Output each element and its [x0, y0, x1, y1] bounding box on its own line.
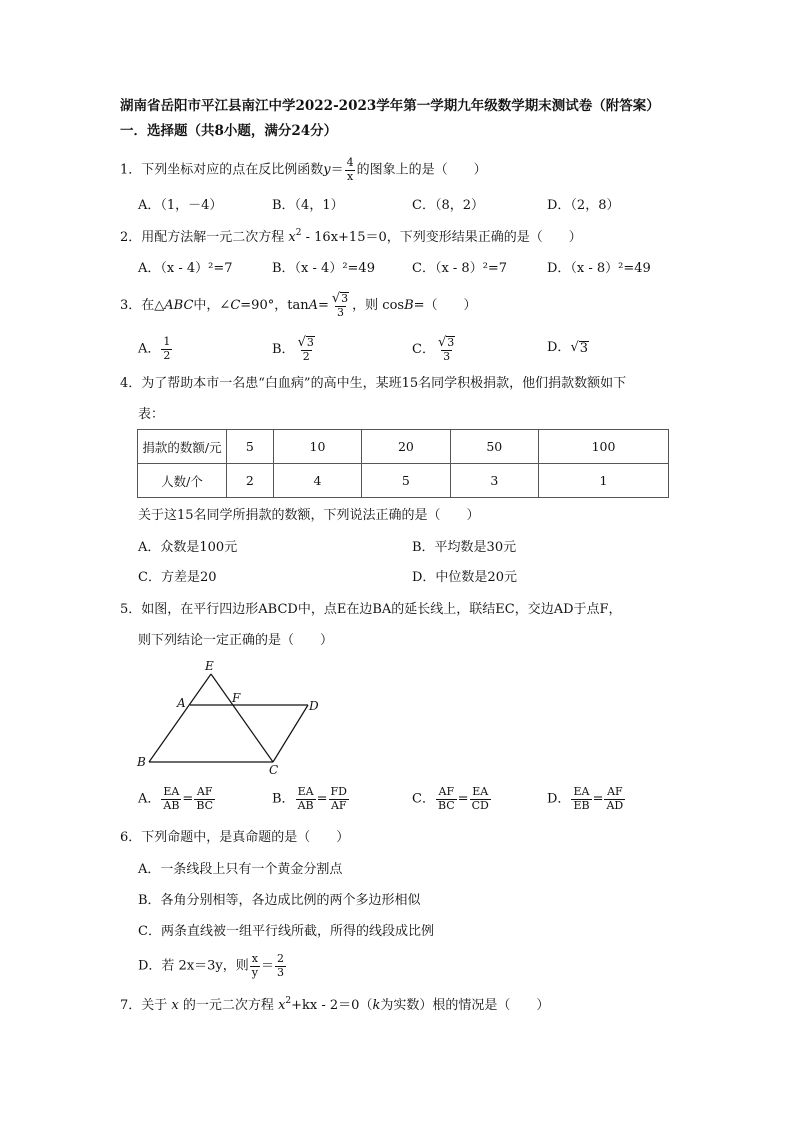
table-cell: 人数/个: [138, 464, 227, 498]
q3-b-rad: 3: [306, 336, 314, 349]
q3-mid1: 中，∠: [193, 298, 231, 314]
q1-option-a: A．（1，－4）: [138, 198, 223, 213]
q2-eq-var: x: [288, 230, 296, 245]
q3-mid3: ，则 cos: [352, 298, 405, 314]
table-cell: 捐款的数额/元: [138, 430, 227, 464]
line-EB: [149, 674, 211, 762]
q3-c-den: 3: [443, 349, 451, 363]
label-B: B: [137, 755, 146, 769]
q5-d-label: D．: [547, 791, 571, 807]
q5-d-eq: =: [592, 791, 604, 807]
question-7: [120, 996, 550, 1013]
q3-option-a: [138, 336, 173, 362]
q2-option-d: D．（x - 8）²=49: [547, 261, 651, 276]
q5-a-d2: BC: [196, 798, 214, 812]
q2-option-a: A．（x - 4）²=7: [138, 261, 233, 276]
q3-a: A: [308, 298, 318, 314]
q5-a-n1: EA: [163, 785, 180, 798]
q6-option-b: B．各角分别相等，各边成比例的两个多边形相似: [138, 893, 421, 908]
q3-a-label: A．: [138, 341, 161, 357]
question-5-line2: 则下列结论一定正确的是（ ）: [138, 633, 334, 648]
q6-d-pre: D．若 2x＝3y，则: [138, 958, 249, 974]
q7-eq-sup: 2: [285, 996, 292, 1006]
table-cell: 10: [273, 430, 361, 464]
table-cell: 1: [538, 464, 668, 498]
q6-option-c: C．两条直线被一组平行线所截，所得的线段成比例: [138, 924, 434, 939]
parallelogram-figure: [133, 656, 333, 778]
q4-option-a: A．众数是100元: [138, 540, 238, 555]
q5-a-eq: =: [182, 791, 194, 807]
q3-frac-rad: 3: [341, 292, 349, 305]
q3-fraction: √ 3 3: [331, 291, 349, 319]
q5-b-label: B．: [272, 791, 295, 807]
q3-d-rad: 3: [579, 341, 589, 356]
q3-abc: ABC: [164, 298, 194, 314]
table-cell: 4: [273, 464, 361, 498]
q7-post: 为实数）根的情况是（ ）: [380, 998, 550, 1013]
q3-a-den: 2: [163, 348, 171, 362]
q4-option-c: C．方差是20: [138, 570, 217, 585]
q3-frac-den: 3: [337, 305, 345, 319]
table-row: [138, 430, 669, 464]
q4-question: 关于这15名同学所捐款的数额，下列说法正确的是（ ）: [138, 508, 480, 523]
q7-x: x: [171, 998, 179, 1013]
q1-stem-post: 的图象上的是（ ）: [356, 162, 487, 178]
q2-option-c: C．（x - 8）²=7: [412, 261, 508, 276]
q1-frac-den: x: [347, 169, 354, 183]
q5-b-d2: AF: [330, 798, 347, 812]
q1-stem-pre: 1．下列坐标对应的点在反比例函数: [120, 162, 324, 178]
q3-eq: =: [317, 298, 329, 314]
line-DC: [273, 705, 308, 762]
q7-mid: 的一元二次方程: [182, 998, 274, 1013]
question-3: [120, 292, 477, 319]
q2-option-b: B．（x - 4）²=49: [272, 261, 375, 276]
question-4-line2: 表：: [138, 407, 165, 422]
table-cell: 5: [227, 430, 274, 464]
section-heading: 一．选择题（共8小题，满分24分）: [120, 123, 338, 139]
table-cell: 20: [362, 430, 450, 464]
label-A: A: [177, 696, 186, 710]
table-cell: 5: [362, 464, 450, 498]
question-5-line1: 5．如图，在平行四边形ABCD中，点E在边BA的延长线上，联结EC，交边AD于点F，: [120, 602, 622, 617]
q3-pre: 3．在△: [120, 298, 165, 314]
q5-b-n1: EA: [297, 785, 314, 798]
q5-d-d1: EB: [573, 798, 590, 812]
q5-d-n2: AF: [607, 785, 623, 798]
line-EC: [211, 674, 273, 762]
question-6: 6．下列命题中，是真命题的是（ ）: [120, 830, 350, 845]
q6-d-eq: ＝: [261, 958, 275, 974]
q5-c-d2: CD: [471, 798, 489, 812]
q6-option-d: [138, 953, 287, 979]
q5-c-eq: =: [457, 791, 469, 807]
q5-c-n2: EA: [472, 785, 489, 798]
q3-b-label: B．: [272, 342, 295, 358]
q4-option-d: D．中位数是20元: [412, 570, 517, 585]
q5-option-c: [412, 786, 492, 812]
q7-eq-rest: +kx - 2＝0（: [291, 998, 373, 1013]
q3-post: =（ ）: [413, 298, 477, 314]
q1-eq: ＝: [330, 162, 344, 178]
q3-option-d: D． √ 3: [547, 340, 589, 356]
label-D: D: [309, 699, 319, 713]
q5-d-d2: AD: [606, 798, 624, 812]
q2-stem-pre: 2．用配方法解一元二次方程: [120, 230, 285, 245]
q5-option-a: [138, 786, 216, 812]
q5-a-label: A．: [138, 791, 161, 807]
question-2: [120, 228, 582, 245]
q5-option-b: [272, 786, 350, 812]
q4-option-b: B．平均数是30元: [412, 540, 517, 555]
table-cell: 50: [450, 430, 538, 464]
question-1: [120, 157, 487, 183]
q3-c: C: [230, 298, 241, 314]
q5-b-d1: AB: [297, 798, 314, 812]
q6-d-den: y: [251, 965, 258, 979]
label-C: C: [269, 763, 279, 777]
q5-option-d: [547, 786, 626, 812]
q1-option-c: C．（8，2）: [412, 198, 484, 213]
q3-mid2: =90°，tan: [240, 298, 309, 314]
q5-d-n1: EA: [573, 785, 590, 798]
q3-option-b: B． √ 3 2: [272, 335, 314, 363]
q1-option-b: B．（4，1）: [272, 198, 344, 213]
q6-d-num2: 2: [277, 952, 285, 965]
q3-a-num: 1: [163, 335, 171, 348]
q5-a-d1: AB: [163, 798, 180, 812]
label-E: E: [205, 659, 214, 673]
q3-c-rad: 3: [447, 336, 455, 349]
q7-eq-var: x: [278, 998, 286, 1013]
q1-option-d: D．（2，8）: [547, 198, 620, 213]
q7-k: k: [372, 998, 381, 1013]
q3-b: B: [404, 298, 414, 314]
q6-d-den2: 3: [277, 965, 285, 979]
donation-table: [137, 429, 669, 498]
table-cell: 2: [227, 464, 274, 498]
q5-c-n1: AF: [438, 785, 455, 798]
q2-stem-rest: - 16x+15＝0，下列变形结果正确的是（ ）: [301, 230, 582, 245]
q5-c-label: C．: [412, 791, 435, 807]
table-cell: 3: [450, 464, 538, 498]
q1-fraction: [345, 157, 356, 183]
q5-b-eq: =: [316, 791, 328, 807]
q6-d-num: x: [251, 952, 258, 965]
q7-pre: 7．关于: [120, 998, 168, 1013]
table-cell: 100: [538, 430, 668, 464]
q2-eq-sup: 2: [295, 228, 302, 238]
q6-option-a: A．一条线段上只有一个黄金分割点: [138, 862, 343, 877]
table-row: [138, 464, 669, 498]
q3-option-c: C． √ 3 3: [412, 335, 455, 363]
q1-frac-num: 4: [346, 156, 354, 169]
q3-b-den: 2: [302, 349, 310, 363]
q3-c-label: C．: [412, 342, 435, 358]
q5-a-n2: AF: [196, 785, 213, 798]
q5-c-d1: BC: [437, 798, 455, 812]
q3-d-label: D．: [547, 340, 571, 355]
q1-var: y: [323, 162, 331, 178]
q5-b-n2: FD: [330, 785, 347, 798]
page-title: 湖南省岳阳市平江县南江中学2022-2023学年第一学期九年级数学期末测试卷（附答案）: [120, 98, 660, 114]
label-F: F: [232, 691, 241, 705]
question-4-line1: 4．为了帮助本市一名患“白血病”的高中生，某班15名同学积极捐款，他们捐款数额如下: [120, 376, 627, 391]
